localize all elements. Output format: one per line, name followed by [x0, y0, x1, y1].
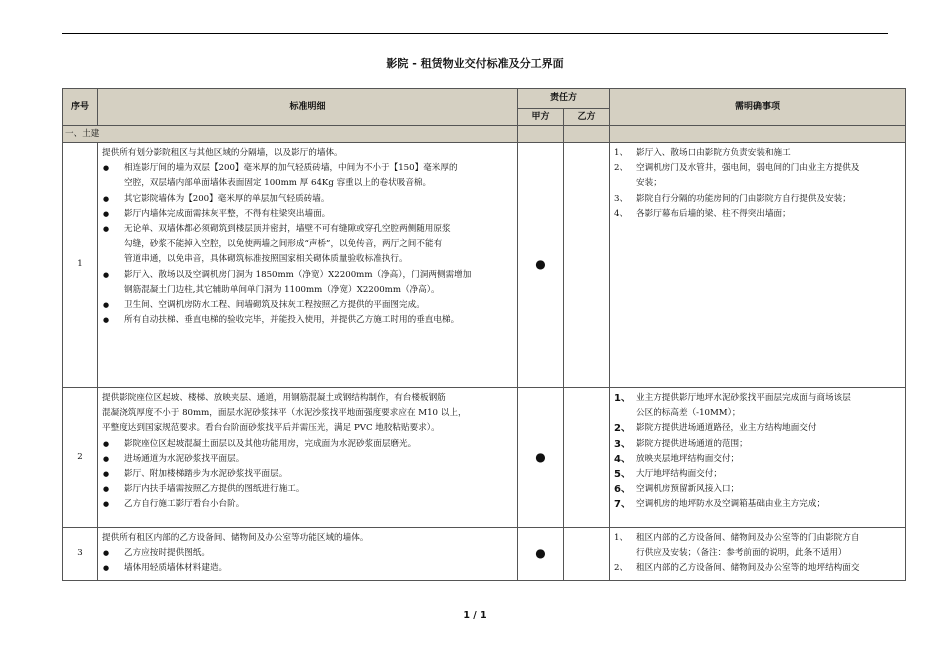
- standard-content: [98, 143, 517, 331]
- standard-content: [98, 528, 517, 580]
- col-header-seq: 序号: [63, 89, 98, 126]
- note-item: [614, 161, 902, 176]
- note-number: 5、: [614, 469, 631, 481]
- bullet-item: ● 相连影厅间的墙为双层【200】毫米厚的加气轻质砖墙，中间为不小于【150】毫米厚的: [102, 161, 514, 176]
- bullet-item: ● 影厅内墙体完成面需抹灰平整，不得有柱梁突出墙面。: [102, 207, 514, 222]
- bullet-item: ● 进场通道为水泥砂浆找平面层。: [102, 452, 514, 467]
- note-text: 各影厅幕布后墙的梁、柱不得突出墙面；: [636, 208, 791, 219]
- note-number: 1、: [614, 393, 631, 404]
- note-item: [614, 467, 902, 482]
- note-text: 空调机房预留新风接入口；: [636, 484, 740, 495]
- note-item: [614, 146, 902, 161]
- party-a-mark: ●: [518, 528, 564, 581]
- note-item: [614, 207, 902, 222]
- note-continuation: [614, 406, 902, 421]
- notes-detail: [610, 528, 906, 581]
- party-b-mark: [564, 143, 610, 388]
- standard-detail: [98, 528, 518, 581]
- note-number: 6、: [614, 484, 631, 496]
- intro-line: 提供所有租区内部的乙方设备间、储物间及办公室等功能区域的墙体。: [102, 533, 369, 543]
- bullet-item: ● 无论单、双墙体都必须砌筑到楼层顶并密封，墙壁不可有缝隙或穿孔空腔两侧随用原浆: [102, 222, 514, 237]
- bullet-continuation: 勾缝，砂浆不能掉入空腔，以免使两墙之间形成“声桥”，以免传音，两厅之间不能有: [124, 239, 443, 250]
- note-item: [614, 391, 902, 406]
- col-header-notes: 需明确事项: [610, 89, 906, 126]
- bullet-item: ● 卫生间、空调机房防水工程、间墙砌筑及抹灰工程按照乙方提供的平面图完成。: [102, 298, 514, 313]
- col-header-responsible: 责任方: [518, 89, 610, 109]
- note-item: [614, 531, 902, 546]
- note-text: 影院方提供进场通道路径，业主方结构地面交付: [636, 423, 817, 434]
- page-number: 1 / 1: [463, 610, 487, 621]
- bullet-item: ● 所有自动扶梯、垂直电梯的验收完毕，并能投入使用，并提供乙方施工时用的垂直电梯。: [102, 313, 514, 328]
- bullet-continuation: 空腔，双层墙内部单面墙体表面固定 100mm 厚 64Kg 容重以上的卷状吸音棉。: [124, 178, 432, 189]
- table-row: [63, 143, 906, 388]
- row-number: 2: [63, 388, 98, 528]
- table-row: [63, 528, 906, 581]
- note-item: [614, 497, 902, 512]
- standard-content: [98, 388, 517, 516]
- note-continuation: [614, 546, 902, 561]
- standards-table: [62, 88, 906, 581]
- bullet-continuation: 钢筋混凝土门边柱,其它辅助单间单门洞为 1100mm（净宽）X2200mm（净高）。: [124, 284, 440, 295]
- note-text: 业主方提供影厅地坪水泥砂浆找平面层完成面与商场该层: [636, 393, 851, 403]
- bullet-item: ● 乙方自行施工影厅看台小台阶。: [102, 497, 514, 512]
- note-text: 公区的标高差（-10MM）；: [636, 408, 741, 419]
- notes-content: [610, 528, 905, 580]
- notes-content: [610, 143, 905, 225]
- note-text: 租区内部的乙方设备间、储物间及办公室等的门由影院方自: [636, 533, 860, 543]
- note-text: 空调机房的地坪防水及空调箱基础由业主方完成；: [636, 499, 826, 510]
- section-cell: [564, 126, 610, 143]
- bullet-item: ● 影厅、附加楼梯踏步为水泥砂浆找平面层。: [102, 467, 514, 482]
- bullet-item: ● 影厅入、散场以及空调机房门洞为 1850mm（净宽）X2200mm（净高），门洞两侧需增加: [102, 268, 514, 283]
- note-item: [614, 452, 902, 467]
- note-text: 影院方提供进场通道的范围；: [636, 438, 748, 449]
- note-text: 安装；: [636, 178, 662, 189]
- note-number: 3、: [614, 193, 629, 204]
- standard-detail: [98, 388, 518, 528]
- document-title: 影院 - 租赁物业交付标准及分工界面: [386, 57, 564, 70]
- note-number: 1、: [614, 533, 629, 543]
- row-number: 1: [63, 143, 98, 388]
- intro-line: 混凝浇筑厚度不小于 80mm，面层水泥砂浆抹平（水泥沙浆找平地面强度要求应在 M10 以上，: [102, 408, 467, 419]
- note-text: 行供应及安装；（备注：参考前面的说明，此条不适用）: [636, 548, 847, 559]
- party-b-mark: [564, 388, 610, 528]
- bullet-item: ● 影院座位区起坡混凝土面层以及其他功能用房，完成面为水泥砂浆面层磨光。: [102, 437, 514, 452]
- note-number: 4、: [614, 453, 631, 465]
- note-number: 2、: [614, 423, 631, 435]
- party-b-mark: [564, 528, 610, 581]
- notes-content: [610, 388, 905, 516]
- section-cell: [518, 126, 564, 143]
- bullet-item: ● 影厅内扶手墙需按照乙方提供的图纸进行施工。: [102, 482, 514, 497]
- bullet-item: ● 乙方应按时提供图纸。: [102, 546, 514, 561]
- bullet-continuation: 管道串通，以免串音，具体砌筑标准按照国家相关砌体质量验收标准执行。: [124, 254, 408, 265]
- note-item: [614, 482, 902, 497]
- col-header-party-b: 乙方: [564, 109, 610, 126]
- note-number: 7、: [614, 499, 631, 511]
- section-label: [63, 126, 518, 143]
- note-continuation: [614, 176, 902, 191]
- bullet-item: ● 墙体用轻质墙体材料建造。: [102, 561, 514, 576]
- notes-detail: [610, 143, 906, 388]
- note-number: 3、: [614, 438, 631, 450]
- note-number: 4、: [614, 208, 629, 219]
- note-number: 2、: [614, 563, 629, 574]
- intro-line: 平整度达到国家规范要求。看台台阶面砂浆找平后并需压光，满足 PVC 地胶粘贴要求）。: [102, 423, 440, 434]
- col-header-standard: 标准明细: [98, 89, 518, 126]
- party-a-mark: ●: [518, 143, 564, 388]
- intro-line: 提供所有划分影院租区与其他区域的分隔墙，以及影厅的墙体。: [102, 148, 343, 158]
- row-number: 3: [63, 528, 98, 581]
- note-text: 租区内部的乙方设备间、储物间及办公室等的地坪结构面交: [636, 563, 860, 574]
- col-header-party-a: 甲方: [518, 109, 564, 126]
- section-cell: [610, 126, 906, 143]
- note-text: 大厅地坪结构面交付；: [636, 469, 722, 480]
- note-number: 2、: [614, 163, 629, 174]
- note-item: [614, 421, 902, 436]
- note-item: [614, 437, 902, 452]
- party-a-mark: ●: [518, 388, 564, 528]
- note-item: [614, 561, 902, 576]
- bullet-item: ● 其它影院墙体为【200】毫米厚的单层加气轻质砖墙。: [102, 192, 514, 207]
- header-rule: [62, 33, 888, 34]
- table-row: [63, 388, 906, 528]
- note-text: 影院自行分隔的功能房间的门由影院方自行提供及安装；: [636, 193, 851, 204]
- note-text: 空调机房门及水管井，强电间，弱电间的门由业主方提供及: [636, 163, 860, 174]
- note-text: 放映夹层地坪结构面交付；: [636, 453, 740, 464]
- note-number: 1、: [614, 148, 629, 158]
- note-item: [614, 192, 902, 207]
- notes-detail: [610, 388, 906, 528]
- section-text: 一、土建: [65, 128, 100, 139]
- intro-line: 提供影院座位区起坡、楼梯、放映夹层、通道，用钢筋混凝土或钢结构制作，有台楼板钢筋: [102, 393, 446, 403]
- standard-detail: [98, 143, 518, 388]
- note-text: 影厅入、散场口由影院方负责安装和施工: [636, 148, 791, 158]
